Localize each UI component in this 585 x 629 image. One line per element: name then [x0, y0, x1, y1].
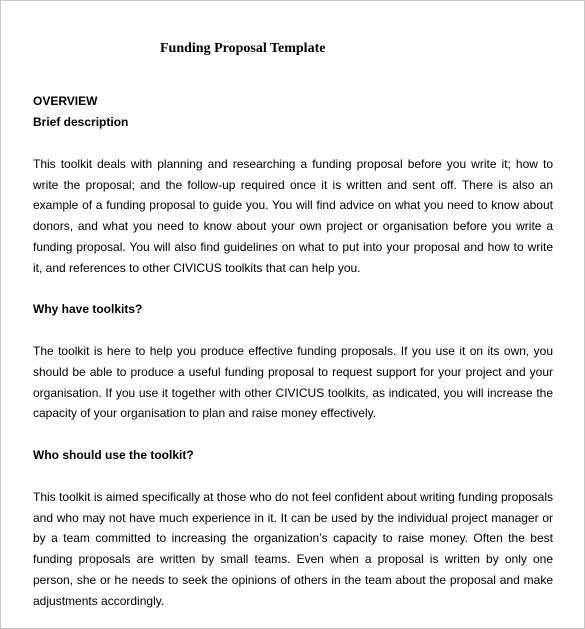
why-toolkits-paragraph: The toolkit is here to help you produce effective funding proposals. If you use it on its own, you should be able to produce a useful funding proposal to request support for your project and your organisation. If you use it together with other CIVICUS toolkits, as indicated, you will increase the capacity of your organisation to plan and raise money effectively. — [33, 344, 553, 421]
overview-paragraph: This toolkit deals with planning and researching a funding proposal before you write it; how to write the proposal; and the follow-up required once it is written and sent off. There is also an example of a funding proposal to guide you. You will find advice on what you need to know about donors, and what you need to know about your own project or organisation before you write a funding proposal. You will also find guidelines on what to put into your proposal and how to write it, and references to other CIVICUS toolkits that can help you. — [33, 157, 553, 275]
who-should-use-heading: Who should use the toolkit? — [33, 448, 194, 463]
document-content — [33, 39, 553, 611]
who-should-use-paragraph: This toolkit is aimed specifically at those who do not feel confident about writing funding proposals and who may not have much experience in it. It can be used by the individual project manager or by a team committed to increasing the organization’s capacity to raise money. Often the best funding proposals are written by small teams. Even when a proposal is written by only one person, she or he needs to seek the opinions of others in the team about the proposal and make adjustments accordingly. — [33, 490, 553, 608]
brief-description-heading: Brief description — [33, 115, 129, 129]
document-title: Funding Proposal Template — [160, 41, 326, 56]
why-toolkits-heading: Why have toolkits? — [33, 302, 143, 317]
overview-heading: OVERVIEW — [33, 94, 98, 108]
